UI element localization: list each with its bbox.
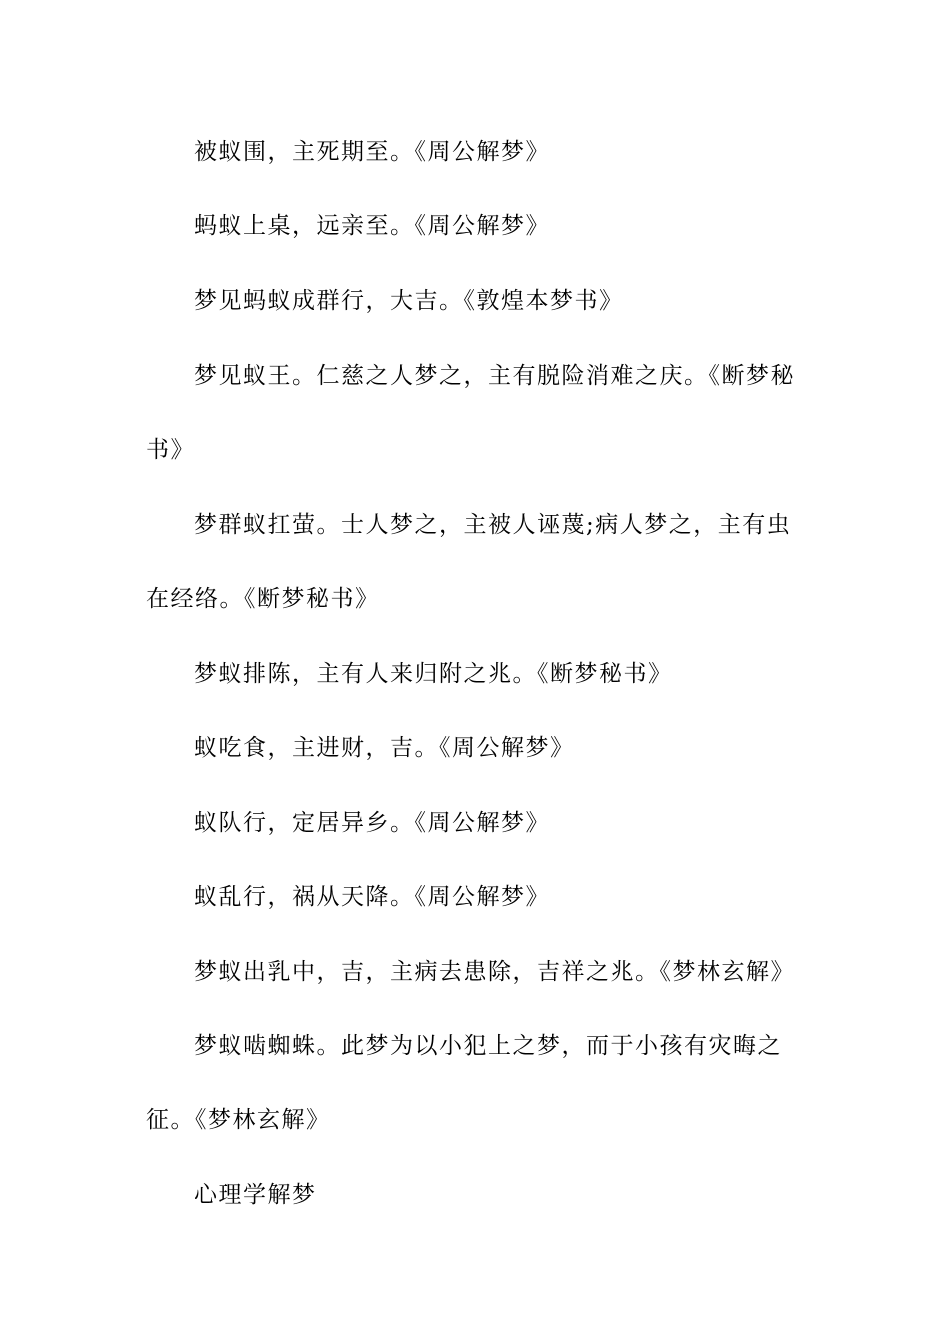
section-heading: 心理学解梦	[194, 1182, 317, 1208]
paragraph-6: 梦蚁排陈，主有人来归附之兆。《断梦秘书》	[194, 661, 673, 687]
paragraph-7: 蚁吃食，主进财，吉。《周公解梦》	[194, 735, 575, 761]
paragraph-5: 梦群蚁扛萤。士人梦之，主被人诬蔑;病人梦之，主有虫在经络。《断梦秘书》	[146, 512, 792, 612]
paragraph-4: 梦见蚁王。仁慈之人梦之，主有脱险消难之庆。《断梦秘书》	[146, 363, 795, 463]
paragraph-2: 蚂蚁上桌，远亲至。《周公解梦》	[194, 213, 550, 239]
paragraph-1: 被蚁围，主死期至。《周公解梦》	[194, 139, 550, 165]
paragraph-3: 梦见蚂蚁成群行，大吉。《敦煌本梦书》	[194, 288, 624, 314]
paragraph-10: 梦蚁出乳中，吉，主病去患除，吉祥之兆。《梦林玄解》	[194, 959, 795, 985]
paragraph-8: 蚁队行，定居异乡。《周公解梦》	[194, 810, 550, 836]
paragraph-11: 梦蚁啮蜘蛛。此梦为以小犯上之梦，而于小孩有灾晦之征。《梦林玄解》	[146, 1033, 782, 1133]
paragraph-9: 蚁乱行，祸从天降。《周公解梦》	[194, 884, 550, 910]
